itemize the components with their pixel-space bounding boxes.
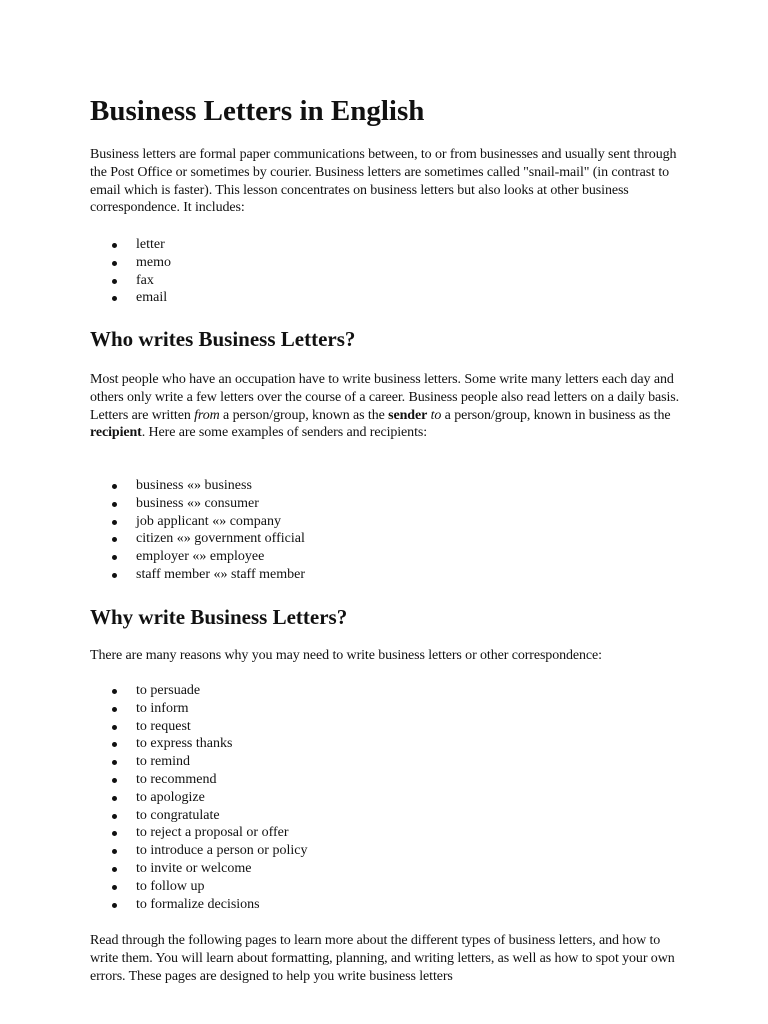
includes-list [90,236,171,307]
list-item: to invite or welcome [90,860,307,878]
who-text-start: Most people who have an occupation have to write business letters. Some write many letters each day and others only write a few letters over the course of a career. Business people also read letters on a daily basis. Letters are written [90,372,680,423]
section-heading-who: Who writes Business Letters? [90,327,356,351]
from-emphasis: from [194,407,220,423]
list-item: fax [90,272,171,290]
who-text-end: . Here are some examples of senders and recipients: [141,425,428,441]
list-item: to congratulate [90,807,307,825]
list-item: to persuade [90,682,307,700]
senders-recipients-list [90,477,305,584]
list-item: to recommend [90,771,307,789]
who-paragraph [90,371,680,442]
list-item: to introduce a person or policy [90,842,307,860]
list-item: to reject a proposal or offer [90,824,307,842]
list-item: to inform [90,700,307,718]
list-item: to follow up [90,878,307,896]
to-emphasis: to [427,407,442,423]
list-item: to formalize decisions [90,896,307,914]
why-intro-paragraph: There are many reasons why you may need to write business letters or other correspondence: [90,648,602,663]
list-item: memo [90,254,171,272]
recipient-term: recipient [90,425,142,441]
list-item: to remind [90,753,307,771]
list-item: employer «» employee [90,548,305,566]
list-item: to request [90,718,307,736]
list-item: staff member «» staff member [90,566,305,584]
reasons-list [90,682,307,913]
list-item: business «» business [90,477,305,495]
list-item: to express thanks [90,735,307,753]
page-title: Business Letters in English [90,95,425,127]
who-text-mid1: a person/group, known as the [219,407,389,423]
sender-term: sender [388,407,428,423]
intro-paragraph: Business letters are formal paper communications between, to or from businesses and usually sent through the Post Office or sometimes by courier. Business letters are sometimes called "snail-mail" (in contrast to email which is faster). This lesson concentrates on business letters but also looks at other business correspondence. It includes: [90,147,677,216]
who-text-mid2: a person/group, known in business as the [441,407,671,423]
list-item: letter [90,236,171,254]
list-item: job applicant «» company [90,513,305,531]
list-item: email [90,289,171,307]
closing-paragraph: Read through the following pages to learn more about the different types of business letters, and how to write them. You will learn about formatting, planning, and writing letters, as well as how to spot your own errors. These pages are designed to help you write business letters [90,933,675,984]
list-item: to apologize [90,789,307,807]
section-heading-why: Why write Business Letters? [90,605,348,629]
list-item: citizen «» government official [90,530,305,548]
list-item: business «» consumer [90,495,305,513]
